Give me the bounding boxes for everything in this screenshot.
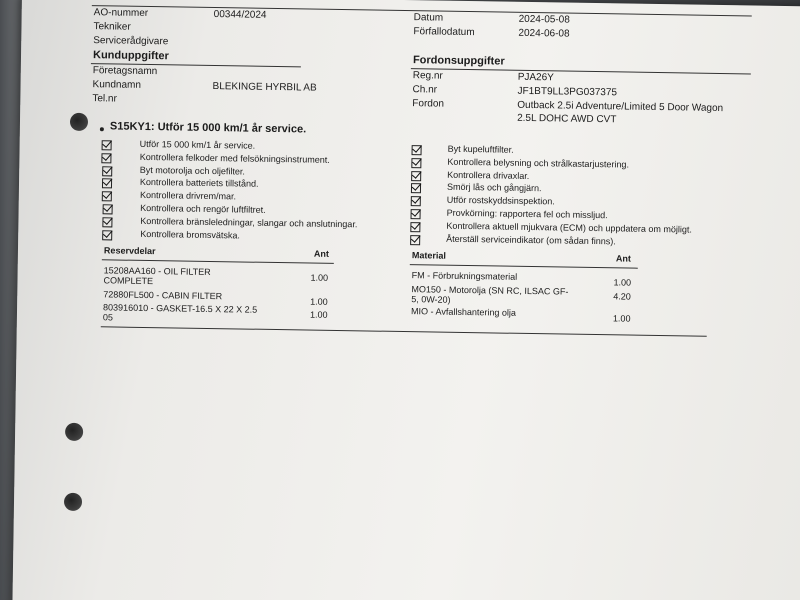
part-qty: 1.00 [310, 296, 328, 307]
work-order-sheet [12, 0, 800, 600]
parts-header-rule [102, 259, 334, 264]
checkbox-checked-icon [411, 196, 421, 206]
forfallo-label: Förfallodatum [413, 26, 475, 39]
ao-value: 00344/2024 [213, 9, 267, 21]
task-item: Kontrollera drivaxlar. [447, 169, 530, 181]
checkbox-checked-icon [411, 171, 421, 181]
task-item: Kontrollera batteriets tillstånd. [139, 177, 259, 190]
regnr-value: PJA26Y [517, 71, 554, 84]
checkbox-checked-icon [102, 166, 112, 176]
part-name: 803916010 - GASKET-16.5 X 22 X 2.5 [103, 302, 258, 315]
part-name-cont: 05 [102, 312, 114, 323]
checkbox-checked-icon [102, 140, 112, 150]
foretag-label: Företagsnamn [92, 65, 158, 78]
task-item: Kontrollera drivrem/mar. [139, 190, 237, 202]
checkbox-checked-icon [412, 145, 422, 155]
kundnamn-value: BLEKINGE HYRBIL AB [212, 81, 317, 94]
datum-label: Datum [413, 12, 444, 24]
part-name-cont: COMPLETE [103, 275, 154, 287]
task-item: Kontrollera felkoder med felsökningsinstrument. [139, 151, 330, 165]
checkbox-checked-icon [411, 158, 421, 168]
parts-col-header: Reservdelar [103, 245, 156, 257]
material-col-header: Material [411, 250, 447, 261]
material-qty: 4.20 [613, 291, 631, 302]
task-item: Kontrollera belysning och strålkastarjustering. [447, 156, 630, 170]
task-item: Utför rostskyddsinspektion. [446, 194, 555, 207]
checkbox-checked-icon [410, 235, 420, 245]
fordon-value-line1: Outback 2.5i Adventure/Limited 5 Door Wagon [517, 99, 724, 115]
part-qty: 1.00 [310, 272, 329, 283]
material-name-cont: 5, 0W-20) [411, 294, 451, 305]
task-item: Kontrollera bränsleledningar, slangar och anslutningar. [140, 215, 358, 230]
regnr-label: Reg.nr [412, 70, 443, 82]
fordon-value-line2: 2.5L DOHC AWD CVT [517, 112, 617, 126]
vehicle-heading: Fordonsuppgifter [412, 54, 505, 68]
punch-hole-bottom [64, 493, 82, 511]
punch-hole-middle [65, 423, 83, 441]
task-item: Provkörning: rapportera fel och missljud. [446, 207, 608, 221]
task-item: Byt kupeluftfilter. [447, 143, 514, 155]
part-name: 72880FL500 - CABIN FILTER [103, 289, 223, 302]
chnr-label: Ch.nr [412, 84, 438, 96]
fordon-label: Fordon [412, 98, 445, 110]
task-item: Kontrollera och rengör luftfiltret. [140, 202, 266, 215]
checkbox-checked-icon [102, 217, 112, 227]
servicerad-label: Servicerådgivare [93, 35, 169, 48]
service-title: S15KY1: Utför 15 000 km/1 år service. [109, 120, 307, 136]
checkbox-checked-icon [102, 191, 112, 201]
task-item: Kontrollera bromsvätska. [140, 228, 240, 241]
checkbox-checked-icon [411, 184, 421, 194]
material-header-rule [410, 264, 638, 269]
material-name: MIO - Avfallshantering olja [410, 306, 517, 318]
forfallo-value: 2024-06-08 [518, 27, 570, 40]
ao-label: AO-nummer [93, 7, 149, 19]
parts-ant-header: Ant [313, 248, 330, 259]
punch-hole-top [70, 113, 88, 131]
checkbox-checked-icon [102, 179, 112, 189]
part-name: 15208AA160 - OIL FILTER [103, 265, 211, 277]
material-name: FM - Förbrukningsmaterial [411, 270, 518, 282]
datum-value: 2024-05-08 [518, 13, 570, 26]
material-qty: 1.00 [612, 313, 631, 324]
bottom-rule [101, 326, 707, 337]
task-item: Smörj lås och gångjärn. [446, 182, 542, 194]
task-item: Byt motorolja och oljefilter. [139, 164, 245, 177]
service-bullet [100, 127, 104, 131]
task-item: Utför 15 000 km/1 år service. [139, 138, 256, 151]
chnr-value: JF1BT9LL3PG037375 [517, 85, 618, 99]
checkbox-checked-icon [102, 153, 112, 163]
customer-heading: Kunduppgifter [92, 49, 169, 63]
material-ant-header: Ant [615, 253, 631, 264]
vehicle-rule [411, 68, 751, 74]
checkbox-checked-icon [410, 222, 420, 232]
material-name: MO150 - Motorolja (SN RC, ILSAC GF- [411, 284, 569, 297]
checkbox-checked-icon [411, 209, 421, 219]
task-item: Återställ serviceindikator (om sådan finns). [446, 233, 616, 246]
tekniker-label: Tekniker [93, 21, 131, 33]
material-qty: 1.00 [613, 277, 632, 288]
tel-label: Tel.nr [92, 93, 117, 105]
part-qty: 1.00 [309, 309, 328, 320]
kundnamn-label: Kundnamn [92, 79, 142, 91]
task-item: Kontrollera aktuell mjukvara (ECM) och uppdatera om möjligt. [446, 220, 693, 235]
checkbox-checked-icon [102, 204, 112, 214]
checkbox-checked-icon [102, 230, 112, 240]
